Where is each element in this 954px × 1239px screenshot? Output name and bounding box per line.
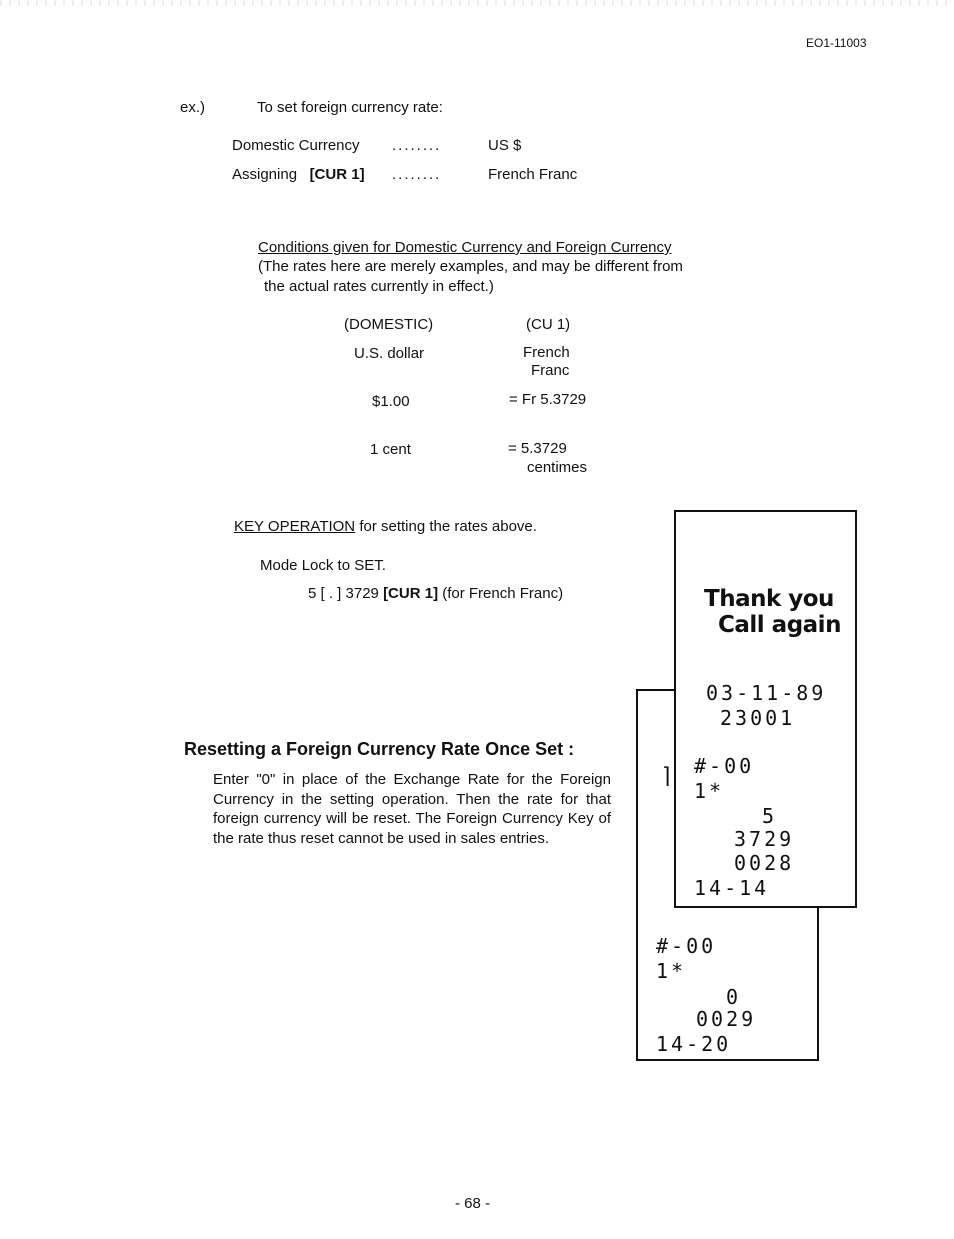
receipt-message-line1: Thank you (704, 586, 834, 612)
domestic-currency-label: Domestic Currency (232, 137, 360, 154)
domestic-currency-value: US $ (488, 137, 522, 154)
table-col1-header: (DOMESTIC) (344, 316, 434, 333)
receipt-back-line3: 0 (726, 985, 742, 1009)
mode-lock-end: . (381, 557, 386, 574)
receipt-front-line5: 0028 (734, 851, 795, 875)
assigning-label (232, 166, 365, 183)
receipt-back-line5: 14-20 (656, 1032, 732, 1056)
key-sequence-line (308, 585, 563, 602)
example-label: ex.) (180, 99, 206, 116)
assigning-label-plain: Assigning (232, 166, 298, 183)
mode-lock-line (260, 557, 386, 574)
receipt-back-line1: #-00 (656, 934, 717, 958)
key-operation-line (234, 518, 537, 535)
table-col2-name-line2: Franc (531, 362, 570, 379)
assigning-value: French Franc (488, 166, 578, 183)
receipt-message-line2: Call again (718, 612, 841, 638)
page-number: - 68 - (455, 1195, 491, 1212)
key-sequence-cur-key: [CUR 1] (383, 585, 439, 602)
scan-noise (0, 0, 954, 6)
receipt-number: 23001 (720, 706, 796, 730)
mode-lock-plain: Mode Lock to (260, 557, 355, 574)
table-col1-val1: $1.00 (372, 393, 410, 410)
key-sequence-end: (for French Franc) (438, 585, 564, 602)
assigning-label-key: [CUR 1] (309, 166, 365, 183)
receipt-front-line2: 1* (694, 779, 725, 803)
key-operation-suffix: for setting the rates above. (355, 518, 537, 535)
doc-code: EO1-11003 (806, 36, 867, 50)
receipt-edge-mark: ⌉ (662, 764, 671, 789)
conditions-note-line1: (The rates here are merely examples, and may be different from (258, 258, 683, 275)
conditions-note-line2: the actual rates currently in effect.) (264, 278, 494, 295)
domestic-currency-dots: ........ (392, 137, 442, 154)
key-sequence-plain: 5 [ . ] 3729 (308, 585, 384, 602)
receipt-back-line4: 0029 (696, 1007, 757, 1031)
table-col2-val2-line1: = 5.3729 (508, 440, 567, 457)
receipt-front (674, 510, 857, 908)
receipt-back-line2: 1* (656, 959, 687, 983)
resetting-paragraph: Enter "0" in place of the Exchange Rate for the Foreign Currency in the setting operation. Then the rate for that foreign currency will be reset. The Foreign Currency Key of the rate thus reset cannot be used in sales entries. (213, 771, 611, 847)
table-col2-val1: = Fr 5.3729 (509, 391, 587, 408)
conditions-title: Conditions given for Domestic Currency and Foreign Currency (258, 239, 672, 256)
table-col1-name: U.S. dollar (354, 345, 425, 362)
receipt-front-line3: 5 (762, 804, 778, 828)
resetting-heading: Resetting a Foreign Currency Rate Once Set : (184, 739, 575, 759)
table-col2-name-line1: French (523, 344, 570, 361)
receipt-date: 03-11-89 (706, 681, 827, 705)
receipt-front-line6: 14-14 (694, 876, 770, 900)
mode-lock-set: SET (354, 557, 382, 574)
table-col2-val2-line2: centimes (527, 459, 588, 476)
example-intro: To set foreign currency rate: (257, 99, 443, 116)
assigning-dots: ........ (392, 166, 442, 183)
key-operation-title: KEY OPERATION (234, 518, 356, 535)
receipt-front-line1: #-00 (694, 754, 755, 778)
table-col2-header: (CU 1) (526, 316, 571, 333)
table-col1-val2: 1 cent (370, 441, 411, 458)
receipt-front-line4: 3729 (734, 827, 795, 851)
